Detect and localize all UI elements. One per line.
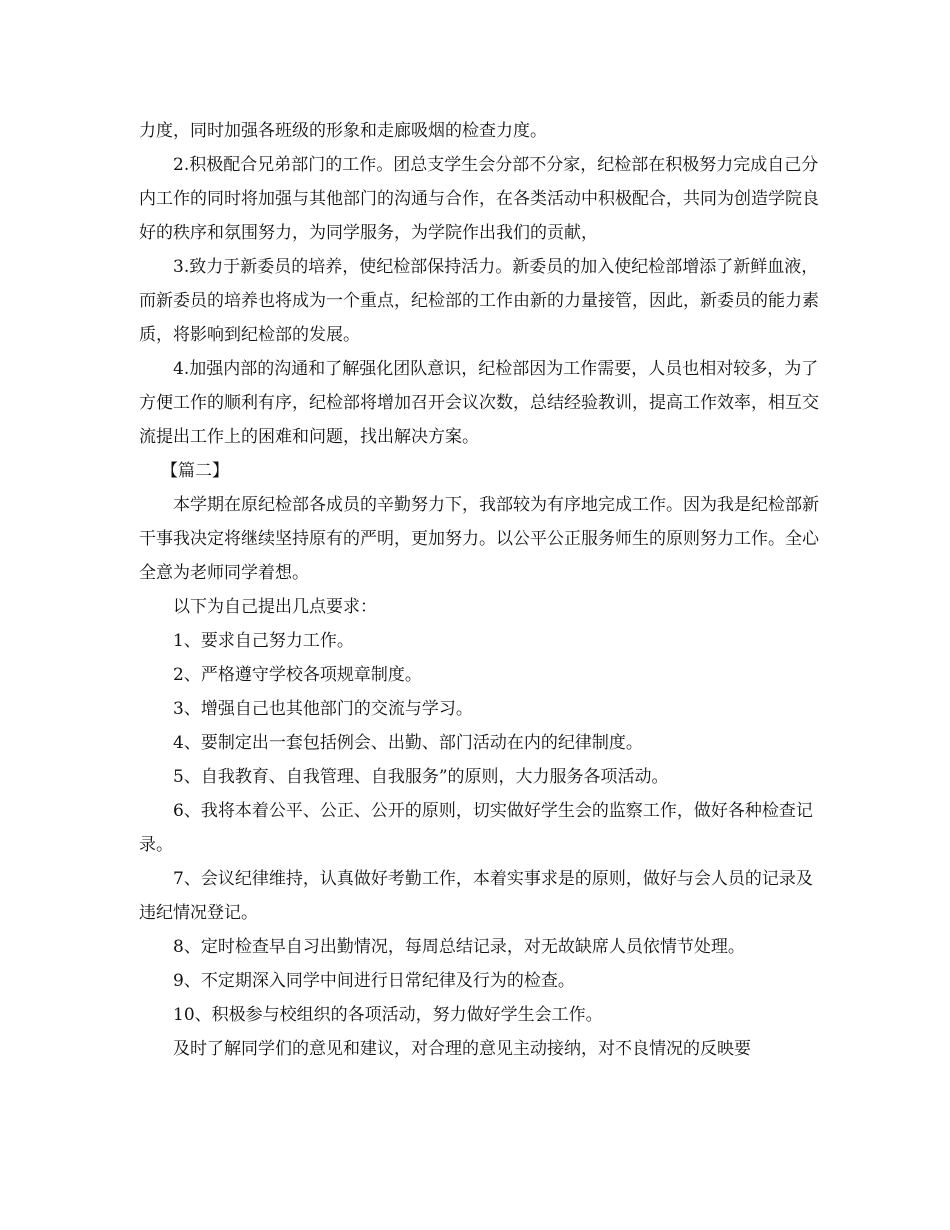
paragraph-ending: 及时了解同学们的意见和建议，对合理的意见主动接纳，对不良情况的反映要 <box>173 1039 751 1059</box>
list-item: 6、我将本着公平、公正、公开的原则，切实做好学生会的监察工作，做好各种检查记录。 <box>139 801 813 855</box>
paragraph-item-4: 4.加强内部的沟通和了解强化团队意识，纪检部因为工作需要，人员也相对较多，为了方便工作的顺利有序，纪检部将增加召开会议次数，总结经验教训，提高工作效率，相互交流提出工作上的困难和问题，找出解决方案。 <box>139 359 819 447</box>
list-item: 1、要求自己努力工作。 <box>173 631 354 651</box>
document-body <box>139 114 819 1066</box>
paragraph-continuation: 力度，同时加强各班级的形象和走廊吸烟的检查力度。 <box>139 121 547 141</box>
paragraph-requirements-heading: 以下为自己提出几点要求： <box>173 597 377 617</box>
list-item: 2、严格遵守学校各项规章制度。 <box>173 665 422 685</box>
list-item: 7、会议纪律维持，认真做好考勤工作，本着实事求是的原则，做好与会人员的记录及违纪情况登记。 <box>139 869 813 923</box>
paragraph-item-2: 2.积极配合兄弟部门的工作。团总支学生会分部不分家，纪检部在积极努力完成自己分内工作的同时将加强与其他部门的沟通与合作，在各类活动中积极配合，共同为创造学院良好的秩序和氛围努力，为同学服务，为学院作出我们的贡献， <box>139 155 819 243</box>
paragraph-item-3: 3.致力于新委员的培养，使纪检部保持活力。新委员的加入使纪检部增添了新鲜血液，而新委员的培养也将成为一个重点，纪检部的工作由新的力量接管，因此，新委员的能力素质，将影响到纪检部的发展。 <box>139 257 819 345</box>
list-item: 9、不定期深入同学中间进行日常纪律及行为的检查。 <box>173 971 575 991</box>
list-item: 5、自我教育、自我管理、自我服务”的原则，大力服务各项活动。 <box>173 767 669 787</box>
list-item: 8、定时检查早自习出勤情况，每周总结记录，对无故缺席人员依情节处理。 <box>173 937 745 957</box>
list-item: 10、积极参与校组织的各项活动，努力做好学生会工作。 <box>173 1005 603 1025</box>
list-item: 3、增强自己也其他部门的交流与学习。 <box>173 699 473 719</box>
section-heading: 【篇二】 <box>161 461 229 481</box>
paragraph-intro: 本学期在原纪检部各成员的辛勤努力下，我部较为有序地完成工作。因为我是纪检部新干事我决定将继续坚持原有的严明，更加努力。以公平公正服务师生的原则努力工作。全心全意为老师同学着想。 <box>139 495 819 583</box>
list-item: 4、要制定出一套包括例会、出勤、部门活动在内的纪律制度。 <box>173 733 643 753</box>
